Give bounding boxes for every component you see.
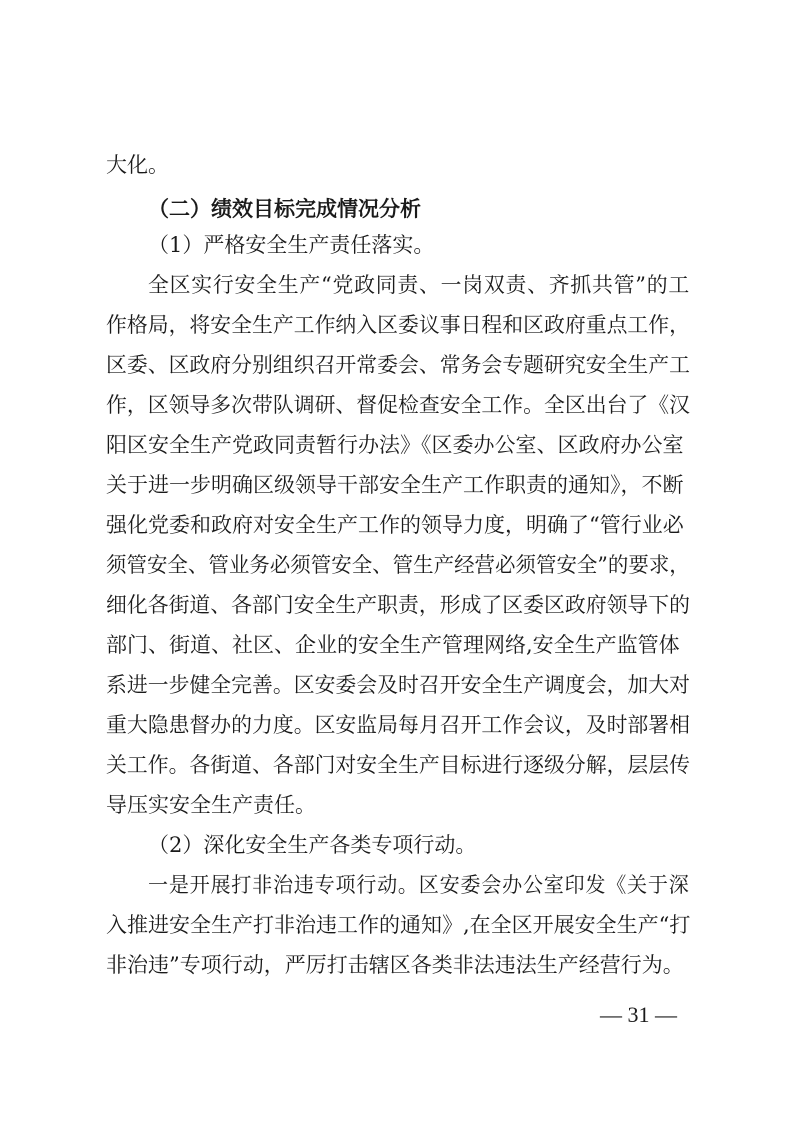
page-number: — 31 — — [600, 1002, 677, 1027]
text-line: 一是开展打非治违专项行动。区安委会办公室印发《关于深 — [148, 873, 690, 897]
text-line: 细化各街道、各部门安全生产职责，形成了区委区政府领导下的 — [106, 593, 691, 617]
text-line: 关于进一步明确区级领导干部安全生产工作职责的通知》，不断 — [106, 473, 684, 497]
text-line: 强化党委和政府对安全生产工作的领导力度，明确了“管行业必 — [106, 513, 684, 537]
text-line: 关工作。各街道、各部门对安全生产目标进行逐级分解，层层传 — [106, 753, 691, 777]
text-line: 阳区安全生产党政同责暂行办法》《区委办公室、区政府办公室 — [106, 433, 684, 457]
text-line: 非治违”专项行动，严厉打击辖区各类非法违法生产经营行为。 — [106, 953, 684, 977]
text-line: 大化。 — [106, 153, 169, 177]
text-line: 部门、街道、社区、企业的安全生产管理网络,安全生产监管体 — [106, 633, 680, 657]
text-line: 入推进安全生产打非治违工作的通知》,在全区开展安全生产“打 — [106, 913, 691, 937]
section-heading: （二）绩效目标完成情况分析 — [148, 196, 421, 221]
text-line: 作，区领导多次带队调研、督促检查安全工作。全区出台了《汉 — [106, 393, 691, 417]
subsection-heading: （2）深化安全生产各类专项行动。 — [148, 833, 477, 857]
text-line: 重大隐患督办的力度。区安监局每月召开工作会议，及时部署相 — [106, 713, 691, 737]
subsection-heading: （1）严格安全生产责任落实。 — [148, 233, 435, 257]
text-line: 须管安全、管业务必须管安全、管生产经营必须管安全”的要求， — [106, 553, 690, 577]
text-line: 系进一步健全完善。区安委会及时召开安全生产调度会，加大对 — [106, 673, 691, 697]
text-line: 区委、区政府分别组织召开常委会、常务会专题研究安全生产工 — [106, 353, 691, 377]
text-line: 全区实行安全生产“党政同责、一岗双责、齐抓共管”的工 — [148, 273, 690, 297]
text-line: 作格局，将安全生产工作纳入区委议事日程和区政府重点工作， — [106, 313, 691, 337]
text-line: 导压实安全生产责任。 — [106, 793, 316, 817]
